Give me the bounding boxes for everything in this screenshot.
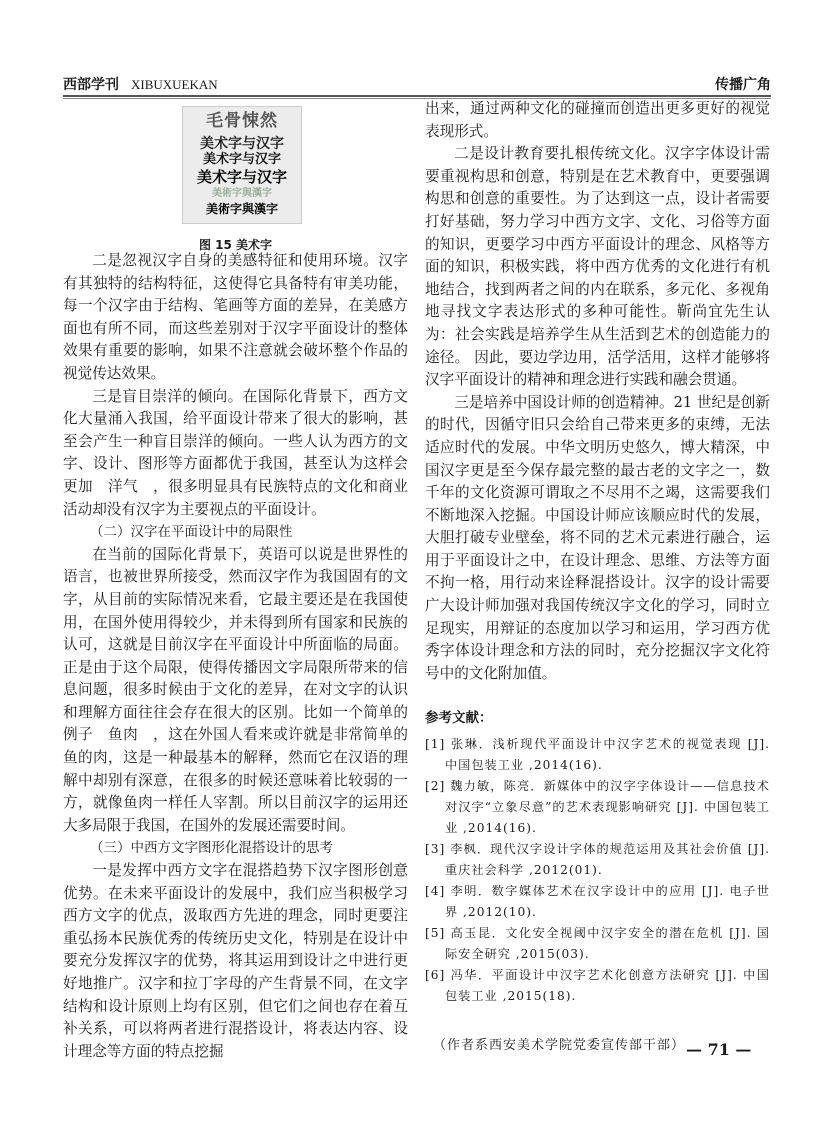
author-note: （作者系西安美术学院党委宣传部干部） <box>433 1038 686 1054</box>
header-rule <box>63 95 771 97</box>
paragraph: 三是盲目崇洋的倾向。在国际化背景下，西方文化大量涌入我国，给平面设计带来了很大的影响，甚至会产生一种盲目崇洋的倾向。一些人认为西方的文字、设计、图形等方面都优于我国，甚至认为这样会更加 洋气 ，很多明显具有民族特点的文化和商业活动却没有汉字为主要视点的平面设计。 <box>63 387 408 518</box>
right-column <box>425 98 770 1058</box>
paragraph: 一是发挥中西方文字在混搭趋势下汉字图形创意优势。在未来平面设计的发展中，我们应当积极学习西方文字的优点，汲取西方先进的理念，同时更要注重弘扬本民族优秀的传统历史文化，特别是在设计中要充分发挥汉字的优势，将其运用到设计之中进行更好地推广。汉字和拉丁字母的产生背景不同，在文字结构和设计原则上均有区别，但它们之间也存在着互补关系，可以将两者进行混搭设计，将表达内容、设计理念等方面的特点挖掘 <box>63 862 408 1060</box>
reference-item: [6] 冯华．平面设计中汉字艺术化创意方法研究 [J]. 中国包装工业 ,2015(18). <box>425 968 770 1004</box>
reference-item: [5] 高玉昆．文化安全视阈中汉字安全的潜在危机 [J]. 国际安全研究 ,2015(03). <box>425 926 770 962</box>
lettering-3: 美术字与汉字 <box>202 152 281 167</box>
reference-item: [2] 魏力敏，陈亮．新媒体中的汉字字体设计——信息技术对汉字“立象尽意”的艺术表现影响研究 [J]. 中国包装工业 ,2014(16). <box>425 779 770 836</box>
subheading: （二）汉字在平面设计中的局限性 <box>90 524 293 541</box>
journal-name <box>63 74 218 94</box>
journal-name-en: XIBUXUEKAN <box>131 77 218 92</box>
page-number: — 71 — <box>686 1040 752 1059</box>
subheading: （三）中西方文字图形化混搭设计的思考 <box>90 840 333 857</box>
reference-item: [4] 李明．数字媒体艺术在汉字设计中的应用 [J]. 电子世界 ,2012(10). <box>425 884 770 920</box>
lettering-6: 美術字與漢字 <box>205 202 278 216</box>
section-name: 传播广角 <box>715 77 771 93</box>
paragraph-continuation: 出来，通过两种文化的碰撞而创造出更多更好的视觉表现形式。 <box>425 100 770 140</box>
running-header <box>63 74 771 94</box>
paragraph: 二是设计教育要扎根传统文化。汉字字体设计需要重视构思和创意，特别是在艺术教育中，更要强调构思和创意的重要性。为了达到这一点，设计者需要打好基础，努力学习中西方文字、文化、习俗等方面的知识，更要学习中西方平面设计的理念、风格等方面的知识，积极实践，将中西方优秀的文化进行有机地结合，找到两者之间的内在联系，多元化、多视角地寻找文字表达形式的多种可能性。靳尚宜先生认为：社会实践是培养学生从生活到艺术的创造能力的途径。 因此，要边学边用，活学活用，这样才能够将汉字平面设计的精神和理念进行实践和融会贯通。 <box>425 145 770 389</box>
journal-name-cn: 西部学刊 <box>63 77 119 93</box>
figure-caption: 图 15 美术字 <box>198 238 273 252</box>
left-column <box>63 250 408 1063</box>
paragraph: 三是培养中国设计师的创造精神。21 世纪是创新的时代，因循守旧只会给自己带来更多的束缚，无法适应时代的发展。中华文明历史悠久，博大精深，中国汉字更是至今保存最完整的最古老的文字之一，数千年的文化资源可谓取之不尽用不之竭，这需要我们不断地深入挖掘。中国设计师应该顺应时代的发展，大胆打破专业壁垒，将不同的艺术元素进行融合，运用于平面设计之中，在设计理念、思维、方法等方面不拘一格，用行动来诠释混搭设计。汉字的设计需要广大设计师加强对我国传统汉字文化的学习，同时立足现实，用辩证的态度加以学习和运用，学习西方优秀字体设计理念和方法的同时，充分挖掘汉字文化符号中的文化附加值。 <box>425 393 770 682</box>
paragraph: 在当前的国际化背景下，英语可以说是世界性的语言，也被世界所接受，然而汉字作为我国固有的文字，从目前的实际情况来看，它最主要还是在我国使用，在国外使用得较少，并未得到所有国家和民族的认可，这就是目前汉字在平面设计中所面临的局面。正是由于这个局限，使得传播因文字局限所带来的信息问题，很多时候由于文化的差异，在对文字的认识和理解方面往往会存在很大的区别。比如一个简单的例子 鱼肉 ，这在外国人看来或许就是非常简单的鱼的肉，这是一种最基本的解释，然而它在汉语的理解中却别有深意，在很多的时候还意味着比较弱的一方，就像鱼肉一样任人宰割。所以目前汉字的运用还大多局限于我国，在国外的发展还需要时间。 <box>63 545 408 834</box>
lettering-5: 美術字與漢字 <box>212 188 272 199</box>
figure-image-art-lettering <box>182 106 302 224</box>
lettering-1: 毛骨悚然 <box>206 111 278 131</box>
reference-item: [1] 张琳．浅析现代平面设计中汉字艺术的视觉表现 [J]. 中国包装工业 ,2014(16). <box>425 737 770 773</box>
paragraph: 二是忽视汉字自身的美感特征和使用环境。汉字有其独特的结构特征，这使得它具备特有审美功能，每一个汉字由于结构、笔画等方面的差异，在美感方面也有所不同，而这些差别对于汉字平面设计的整体效果有重要的影响，如果不注意就会破坏整个作品的视觉传达效果。 <box>63 252 408 382</box>
lettering-2: 美术字与汉字 <box>200 136 284 152</box>
reference-item: [3] 李枫．现代汉字设计字体的规范运用及其社会价值 [J]. 重庆社会科学 ,2012(01). <box>425 842 770 878</box>
references-heading: 参考文献： <box>425 710 493 727</box>
lettering-4: 美术字与汉字 <box>196 168 287 186</box>
